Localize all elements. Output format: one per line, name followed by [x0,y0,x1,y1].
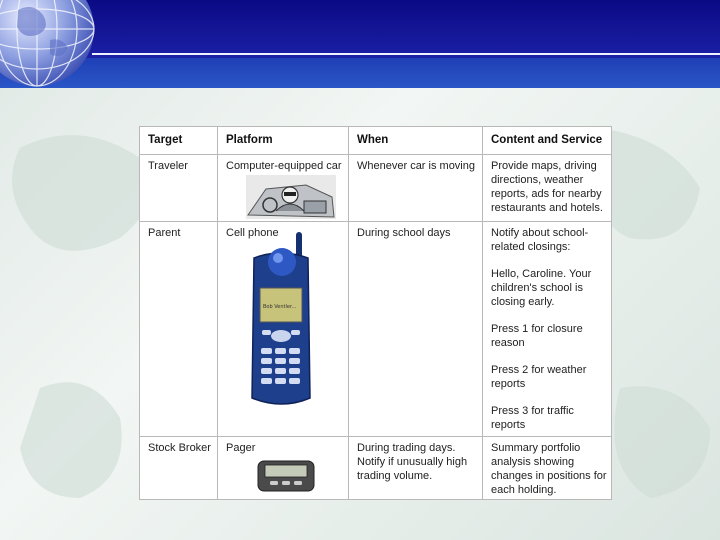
pager-illustration [256,457,316,493]
content-paragraph: Notify about school-related closings: [491,227,589,253]
header-platform: Platform [218,127,349,155]
cell-platform [218,155,349,222]
header-target: Target [140,127,218,155]
globe-icon [0,0,96,88]
table-header-row [140,127,612,155]
cell-platform [218,437,349,500]
header-when: When [349,127,483,155]
cell-target: Stock Broker [140,437,218,500]
header-band [0,58,720,88]
content-paragraph: Press 3 for traffic reports [491,405,574,431]
table-row [140,222,612,437]
phone-screen-text: Bob Ventler... [263,304,297,310]
table-row [140,437,612,500]
content-paragraph: Press 1 for closure reason [491,323,583,349]
platform-label: Pager [226,442,256,454]
cell-when: During trading days. Notify if unusually high trading volume. [349,437,483,500]
cell-target: Parent [140,222,218,437]
table-row [140,155,612,222]
content-paragraph: Press 2 for weather reports [491,364,587,390]
header-content-service: Content and Service [483,127,612,155]
cell-phone-illustration [248,232,314,412]
header-rule [92,53,720,55]
cell-when: During school days [349,222,483,437]
cell-content [483,222,612,437]
slide-header [0,0,720,88]
cell-when: Whenever car is moving [349,155,483,222]
cell-content [483,437,612,500]
content-paragraph: Provide maps, driving directions, weather reports, ads for nearby restaurants and hotels. [491,160,603,214]
content-paragraph: Summary portfolio analysis showing changes in positions for each holding. [491,442,607,496]
cell-target: Traveler [140,155,218,222]
car-driver-illustration [246,175,336,219]
content-table [139,126,612,500]
cell-platform [218,222,349,437]
platform-label: Cell phone [226,227,279,239]
content-paragraph: Hello, Caroline. Your children's school is closing early. [491,268,592,308]
platform-label: Computer-equipped car [226,160,342,172]
cell-content [483,155,612,222]
